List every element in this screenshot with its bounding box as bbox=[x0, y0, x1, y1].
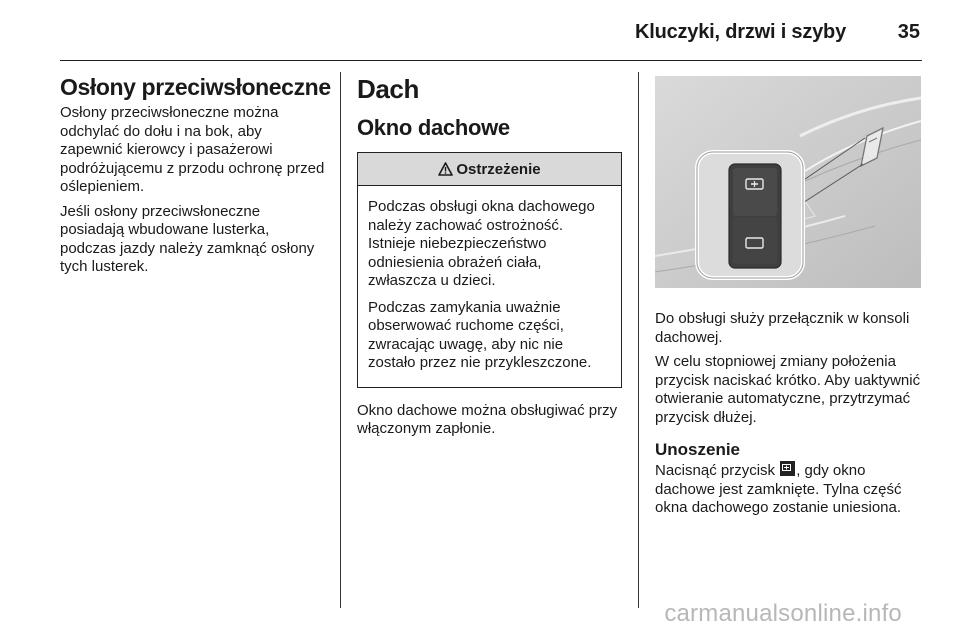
column-sunroof-operation bbox=[655, 72, 923, 524]
paragraph: Osłony przeciwsłoneczne można odchylać do dołu i na bok, aby zapewnić kierowcy i pasażerowi podróżującemu z przodu ochronę przed oślepieniem. bbox=[60, 104, 325, 195]
roof-console-drawing bbox=[655, 76, 921, 288]
page-number: 35 bbox=[897, 21, 920, 43]
subheading-raise: Unoszenie bbox=[655, 440, 741, 459]
paragraph-raise bbox=[655, 461, 923, 518]
column-divider bbox=[340, 72, 341, 608]
raise-text-before: Nacisnąć przycisk bbox=[655, 462, 780, 479]
warning-paragraph: Podczas zamykania uważnie obserwować ruchome części, zwracając uwagę, aby nic nie zostało przez nie przykleszczone. bbox=[368, 298, 592, 371]
column-roof bbox=[357, 72, 622, 445]
warning-paragraph: Podczas obsługi okna dachowego należy zachować ostrożność. Istnieje niebezpieczeństwo odniesienia obrażeń ciała, zwłaszcza u dzieci. bbox=[368, 198, 595, 289]
paragraph: W celu stopniowej zmiany położenia przycisk naciskać krótko. Aby uaktywnić otwieranie automatyczne, przytrzymać przycisk dłużej. bbox=[655, 353, 921, 426]
raise-text-after: , gdy okno dachowe jest zamknięte. Tylna część okna dachowego zostanie uniesiona. bbox=[655, 462, 902, 516]
warning-title: Ostrzeżenie bbox=[456, 160, 541, 178]
sub-heading-sunroof: Okno dachowe bbox=[357, 115, 510, 140]
paragraph: Jeśli osłony przeciwsłoneczne posiadają wbudowane lusterka, podczas jazdy należy zamknąć osłony tych lusterek. bbox=[60, 202, 315, 275]
sunroof-switch-illustration bbox=[655, 76, 921, 288]
warning-box bbox=[357, 152, 622, 388]
column-sun-visors bbox=[60, 72, 331, 283]
column-divider bbox=[638, 72, 639, 608]
section-heading-sun-visors: Osłony przeciwsłoneczne bbox=[60, 74, 331, 100]
page-header bbox=[60, 0, 922, 61]
watermark: carmanualsonline.info bbox=[664, 600, 902, 627]
paragraph: Okno dachowe można obsługiwać przy włączonym zapłonie. bbox=[357, 401, 618, 437]
warning-triangle-icon bbox=[438, 162, 453, 176]
tilt-button-icon bbox=[780, 461, 795, 476]
warning-body bbox=[358, 186, 621, 387]
chapter-heading-roof: Dach bbox=[357, 74, 419, 104]
warning-header bbox=[358, 153, 621, 186]
paragraph: Do obsługi służy przełącznik w konsoli dachowej. bbox=[655, 310, 910, 346]
header-title: Kluczyki, drzwi i szyby bbox=[634, 21, 846, 43]
